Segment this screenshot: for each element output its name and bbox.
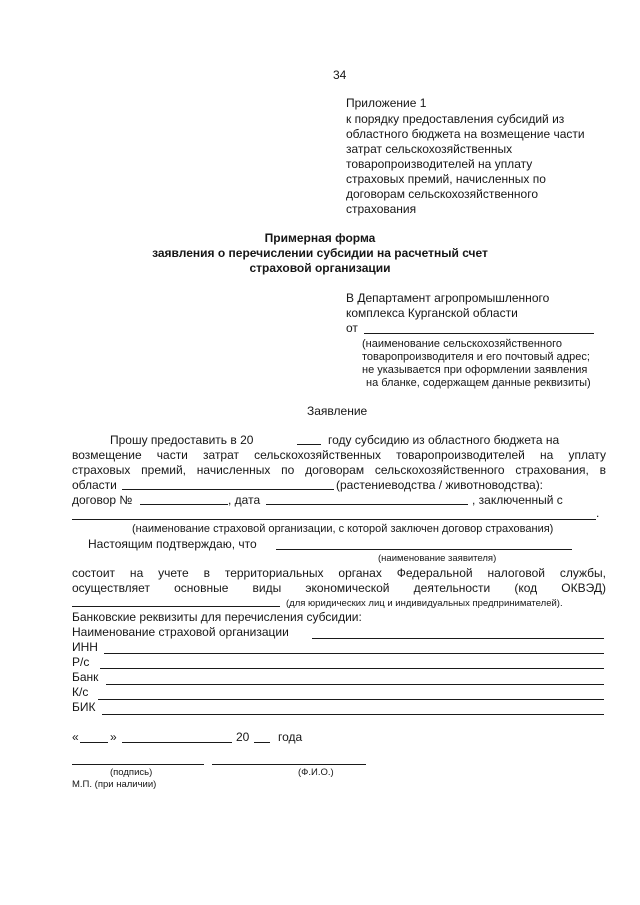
field-label-corr-account: К/с [72, 685, 89, 699]
field-label-insurer-name: Наименование страховой организации [72, 625, 289, 639]
from-field-line[interactable] [364, 333, 594, 334]
addressee-line2: комплекса Курганской области [346, 306, 518, 320]
appendix-line: товаропроизводителей на уплату [346, 157, 533, 171]
year-prefix: 20 [236, 730, 250, 744]
appendix-line: областного бюджета на возмещение части [346, 127, 585, 141]
stamp-note: М.П. (при наличии) [72, 779, 157, 790]
year-field-line[interactable] [297, 444, 321, 445]
addressee-note: (наименование сельскохозяйственного [362, 338, 562, 350]
contract-date-line[interactable] [266, 504, 468, 505]
registration-line1: состоит на учете в территориальных органах Федеральной налоговой службы, [72, 566, 606, 580]
account-field-line[interactable] [100, 668, 604, 669]
insurer-note: (наименование страховой организации, с которой заключен договор страхования) [132, 523, 554, 535]
full-name-line[interactable] [212, 764, 366, 765]
date-label: , дата [228, 493, 261, 507]
okved-field-line[interactable] [72, 606, 280, 607]
form-heading-line3: страховой организации [249, 261, 391, 275]
request-text-b: году субсидию из областного бюджета на [328, 433, 560, 447]
statement-title: Заявление [307, 404, 368, 418]
registration-line2: осуществляет основные виды экономической деятельности (код ОКВЭД) [72, 581, 606, 595]
addressee-line1: В Департамент агропромышленного [346, 291, 550, 305]
field-label-account: Р/с [72, 655, 90, 669]
addressee-note: товаропроизводителя и его почтовый адрес; [362, 351, 590, 363]
contract-number-line[interactable] [140, 504, 228, 505]
sign-year-field-line[interactable] [254, 742, 270, 743]
applicant-field-line[interactable] [276, 549, 572, 550]
date-close-quote: » [110, 730, 117, 744]
signature-line[interactable] [72, 764, 204, 765]
from-label: от [346, 321, 358, 335]
addressee-note: не указывается при оформлении заявления [362, 364, 588, 376]
field-label-bank: Банк [72, 670, 99, 684]
addressee-note: на бланке, содержащем данные реквизиты) [366, 377, 591, 389]
branch-note: (растениеводства / животноводства): [336, 478, 544, 492]
applicant-note: (наименование заявителя) [378, 553, 497, 564]
appendix-line: затрат сельскохозяйственных [346, 142, 513, 156]
signature-note: (подпись) [110, 767, 153, 778]
confirm-label: Настоящим подтверждаю, что [88, 537, 257, 551]
registration-note: (для юридических лиц и индивидуальных предпринимателей). [286, 598, 563, 609]
request-text-a: Прошу предоставить в 20 [110, 433, 254, 447]
region-label: области [72, 478, 117, 492]
form-heading-line1: Примерная форма [264, 231, 376, 245]
page-number: 34 [333, 68, 347, 82]
bank-title: Банковские реквизиты для перечисления субсидии: [72, 610, 362, 624]
contract-label: договор № [72, 493, 133, 507]
form-heading-line2: заявления о перечислении субсидии на расчетный счет [152, 246, 488, 260]
corr-account-field-line[interactable] [98, 699, 604, 700]
year-suffix: года [278, 730, 303, 744]
request-text-line3: страховых премий, начисленных по договорам сельскохозяйственного страхования, в [72, 463, 606, 477]
appendix-line: страхования [346, 202, 417, 216]
month-field-line[interactable] [122, 742, 232, 743]
appendix-line: к порядку предоставления субсидий из [346, 112, 565, 126]
bank-field-line[interactable] [106, 684, 604, 685]
appendix-title: Приложение 1 [346, 96, 427, 110]
date-open-quote: « [72, 730, 79, 744]
insurer-field-line[interactable] [72, 519, 596, 520]
branch-field-line[interactable] [122, 489, 334, 490]
insurer-name-line[interactable] [312, 638, 604, 639]
appendix-line: страховых премий, начисленных по [346, 172, 546, 186]
inn-field-line[interactable] [104, 653, 604, 654]
full-name-note: (Ф.И.О.) [298, 767, 334, 778]
request-text-line2: возмещение части затрат сельскохозяйственных товаропроизводителей на уплату [72, 448, 606, 462]
field-label-bik: БИК [72, 700, 96, 714]
day-field-line[interactable] [80, 742, 108, 743]
bik-field-line[interactable] [102, 714, 604, 715]
field-label-inn: ИНН [72, 640, 98, 654]
concluded-label: , заключенный с [472, 493, 563, 507]
appendix-line: договорам сельскохозяйственного [346, 187, 538, 201]
